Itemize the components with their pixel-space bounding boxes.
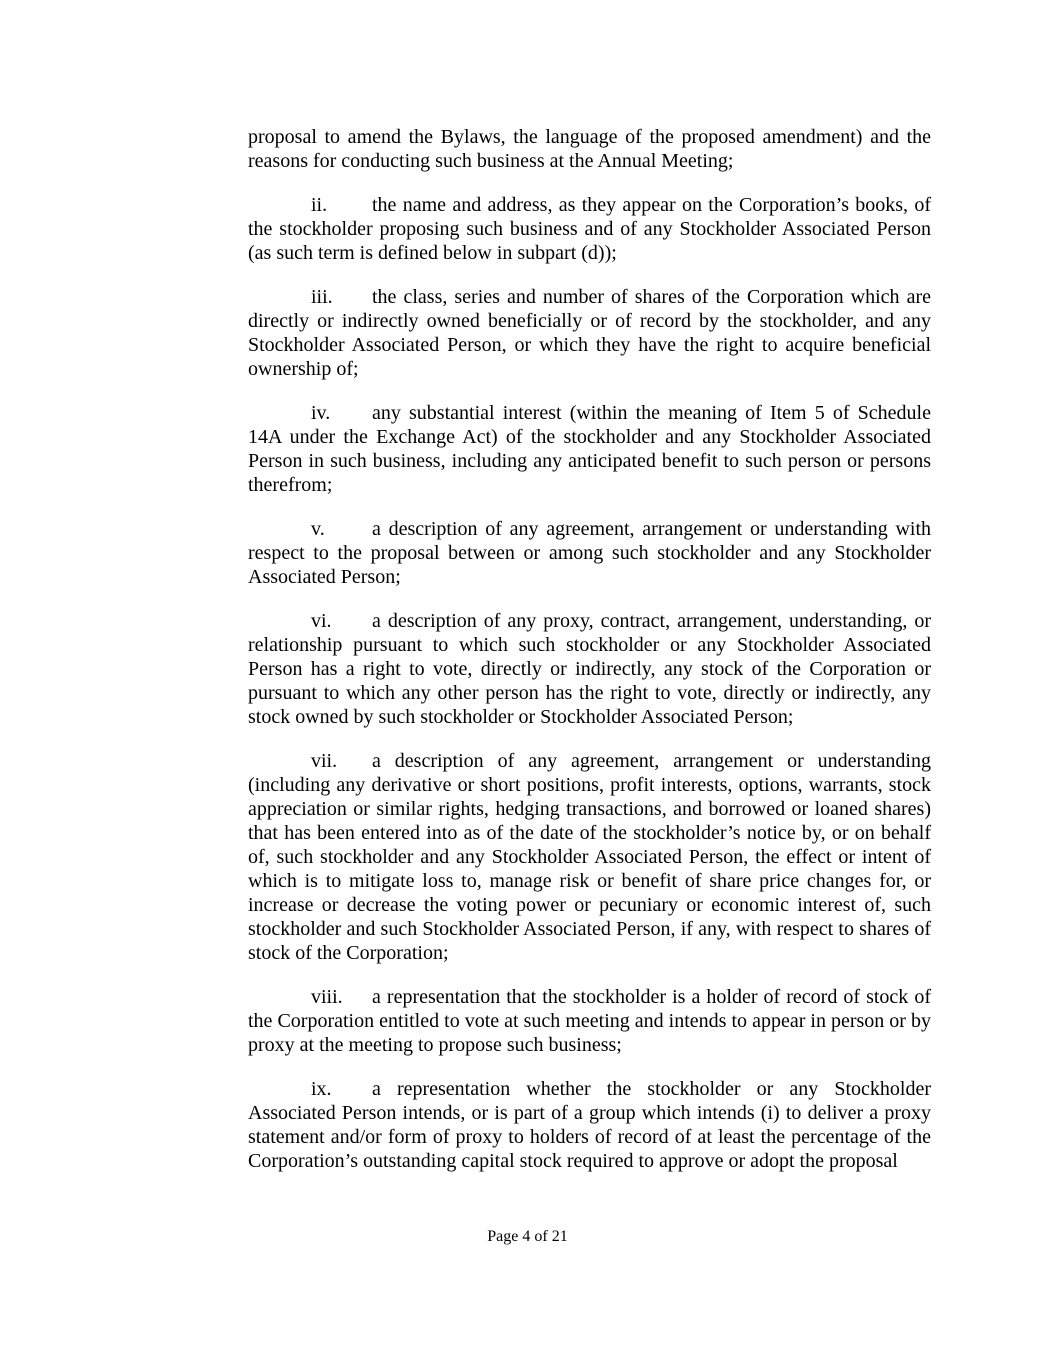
paragraph-continuation (248, 125, 931, 173)
list-item-text: a description of any agreement, arrangement or understanding (including any derivative or short positions, profit interests, options, warrants, stock appreciation or similar rights, hedging transactions, and borrowed or loaned shares) that has been entered into as of the date of the stockholder’s notice by, or on behalf of, such stockholder and any Stockholder Associated Person, the effect or intent of which is to mitigate loss to, manage risk or benefit of share price changes for, or increase or decrease the voting power or pecuniary or economic interest of, such stockholder and such Stockholder Associated Person, if any, with respect to shares of stock of the Corporation; (248, 750, 931, 964)
list-item-text: a description of any proxy, contract, arrangement, understanding, or relationship pursuant to which such stockholder or any Stockholder Associated Person has a right to vote, directly or indirectly, any stock of the Corporation or pursuant to which any other person has the right to vote, directly or indirectly, any stock owned by such stockholder or Stockholder Associated Person; (248, 610, 931, 728)
list-item-text: the class, series and number of shares of the Corporation which are directly or indirectly owned beneficially or of record by the stockholder, and any Stockholder Associated Person, or which they have the right to acquire beneficial ownership of; (248, 286, 931, 380)
list-item-number: ix. (311, 1078, 332, 1100)
list-item-ii (248, 193, 931, 265)
list-item-number: vii. (311, 750, 338, 772)
list-item-v (248, 517, 931, 589)
list-item-vii (248, 749, 931, 965)
list-item-iii (248, 285, 931, 381)
list-item-number: vi. (311, 610, 332, 632)
document-body (248, 125, 931, 1193)
list-item-text: the name and address, as they appear on the Corporation’s books, of the stockholder proposing such business and of any Stockholder Associated Person (as such term is defined below in subpart (d)); (248, 194, 931, 264)
list-item-viii (248, 985, 931, 1057)
paragraph-text: proposal to amend the Bylaws, the language of the proposed amendment) and the reasons for conducting such business at the Annual Meeting; (248, 126, 931, 172)
page-footer (0, 1227, 1055, 1247)
list-item-number: v. (311, 518, 325, 540)
list-item-number: viii. (311, 986, 343, 1008)
list-item-text: a representation whether the stockholder or any Stockholder Associated Person intends, or is part of a group which intends (i) to deliver a proxy statement and/or form of proxy to holders of record of at least the percentage of the Corporation’s outstanding capital stock required to approve or adopt the proposal (248, 1078, 931, 1172)
list-item-vi (248, 609, 931, 729)
page-number: Page 4 of 21 (487, 1228, 568, 1245)
list-item-number: iv. (311, 402, 331, 424)
list-item-number: iii. (311, 286, 333, 308)
list-item-text: a description of any agreement, arrangement or understanding with respect to the proposal between or among such stockholder and any Stockholder Associated Person; (248, 518, 931, 588)
list-item-iv (248, 401, 931, 497)
list-item-text: a representation that the stockholder is a holder of record of stock of the Corporation entitled to vote at such meeting and intends to appear in person or by proxy at the meeting to propose such business; (248, 986, 931, 1056)
list-item-text: any substantial interest (within the meaning of Item 5 of Schedule 14A under the Exchange Act) of the stockholder and any Stockholder Associated Person in such business, including any anticipated benefit to such person or persons therefrom; (248, 402, 931, 496)
list-item-number: ii. (311, 194, 328, 216)
list-item-ix (248, 1077, 931, 1173)
